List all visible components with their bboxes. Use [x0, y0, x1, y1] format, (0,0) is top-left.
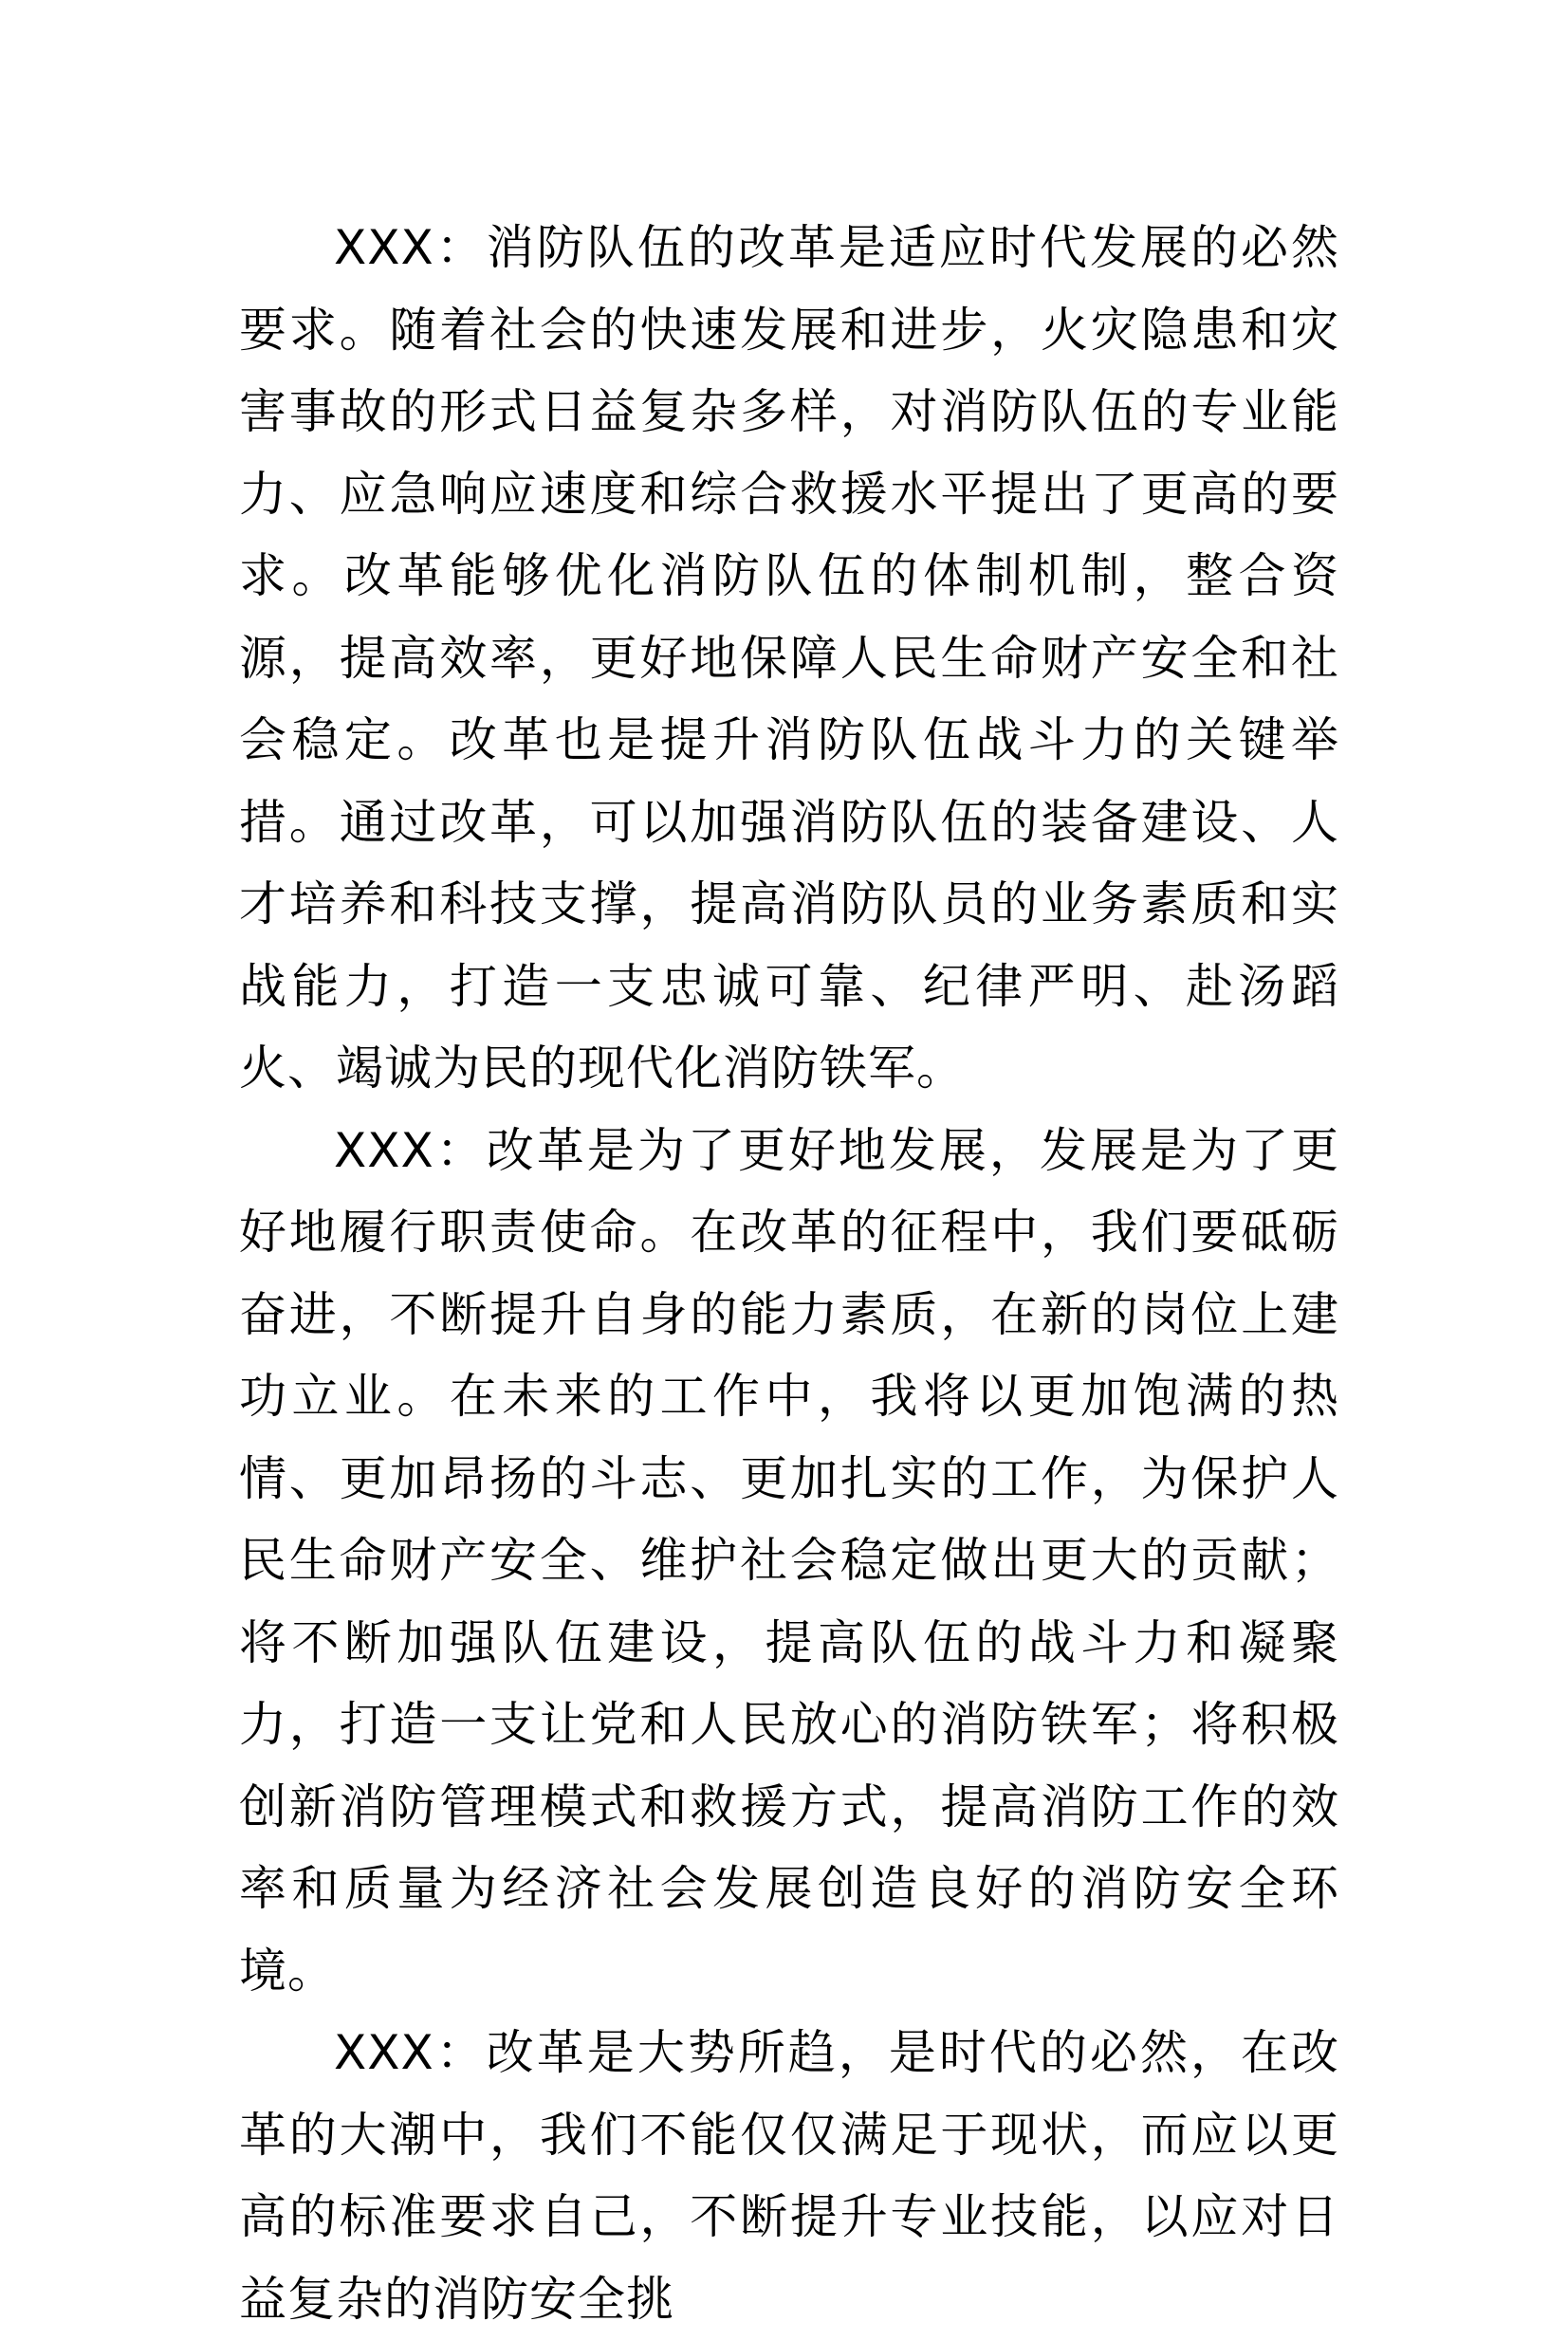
document-body	[239, 207, 1339, 2340]
paragraph-2: XXX：改革是为了更好地发展，发展是为了更好地履行职责使命。在改革的征程中，我们要砥砺奋进，不断提升自身的能力素质，在新的岗位上建功立业。在未来的工作中，我将以更加饱满的热情、更加昂扬的斗志、更加扎实的工作，为保护人民生命财产安全、维护社会稳定做出更大的贡献；将不断加强队伍建设，提高队伍的战斗力和凝聚力，打造一支让党和人民放心的消防铁军；将积极创新消防管理模式和救援方式，提高消防工作的效率和质量为经济社会发展创造良好的消防安全环境。	[239, 1122, 1339, 1999]
paragraph-1: XXX：消防队伍的改革是适应时代发展的必然要求。随着社会的快速发展和进步，火灾隐患和灾害事故的形式日益复杂多样，对消防队伍的专业能力、应急响应速度和综合救援水平提出了更高的要求。改革能够优化消防队伍的体制机制，整合资源，提高效率，更好地保障人民生命财产安全和社会稳定。改革也是提升消防队伍战斗力的关键举措。通过改革，可以加强消防队伍的装备建设、人才培养和科技支撑，提高消防队员的业务素质和实战能力，打造一支忠诚可靠、纪律严明、赴汤蹈火、竭诚为民的现代化消防铁军。	[239, 220, 1339, 1096]
paragraph-3: XXX：改革是大势所趋，是时代的必然，在改革的大潮中，我们不能仅仅满足于现状，而应以更高的标准要求自己，不断提升专业技能，以应对日益复杂的消防安全挑	[239, 2025, 1339, 2327]
